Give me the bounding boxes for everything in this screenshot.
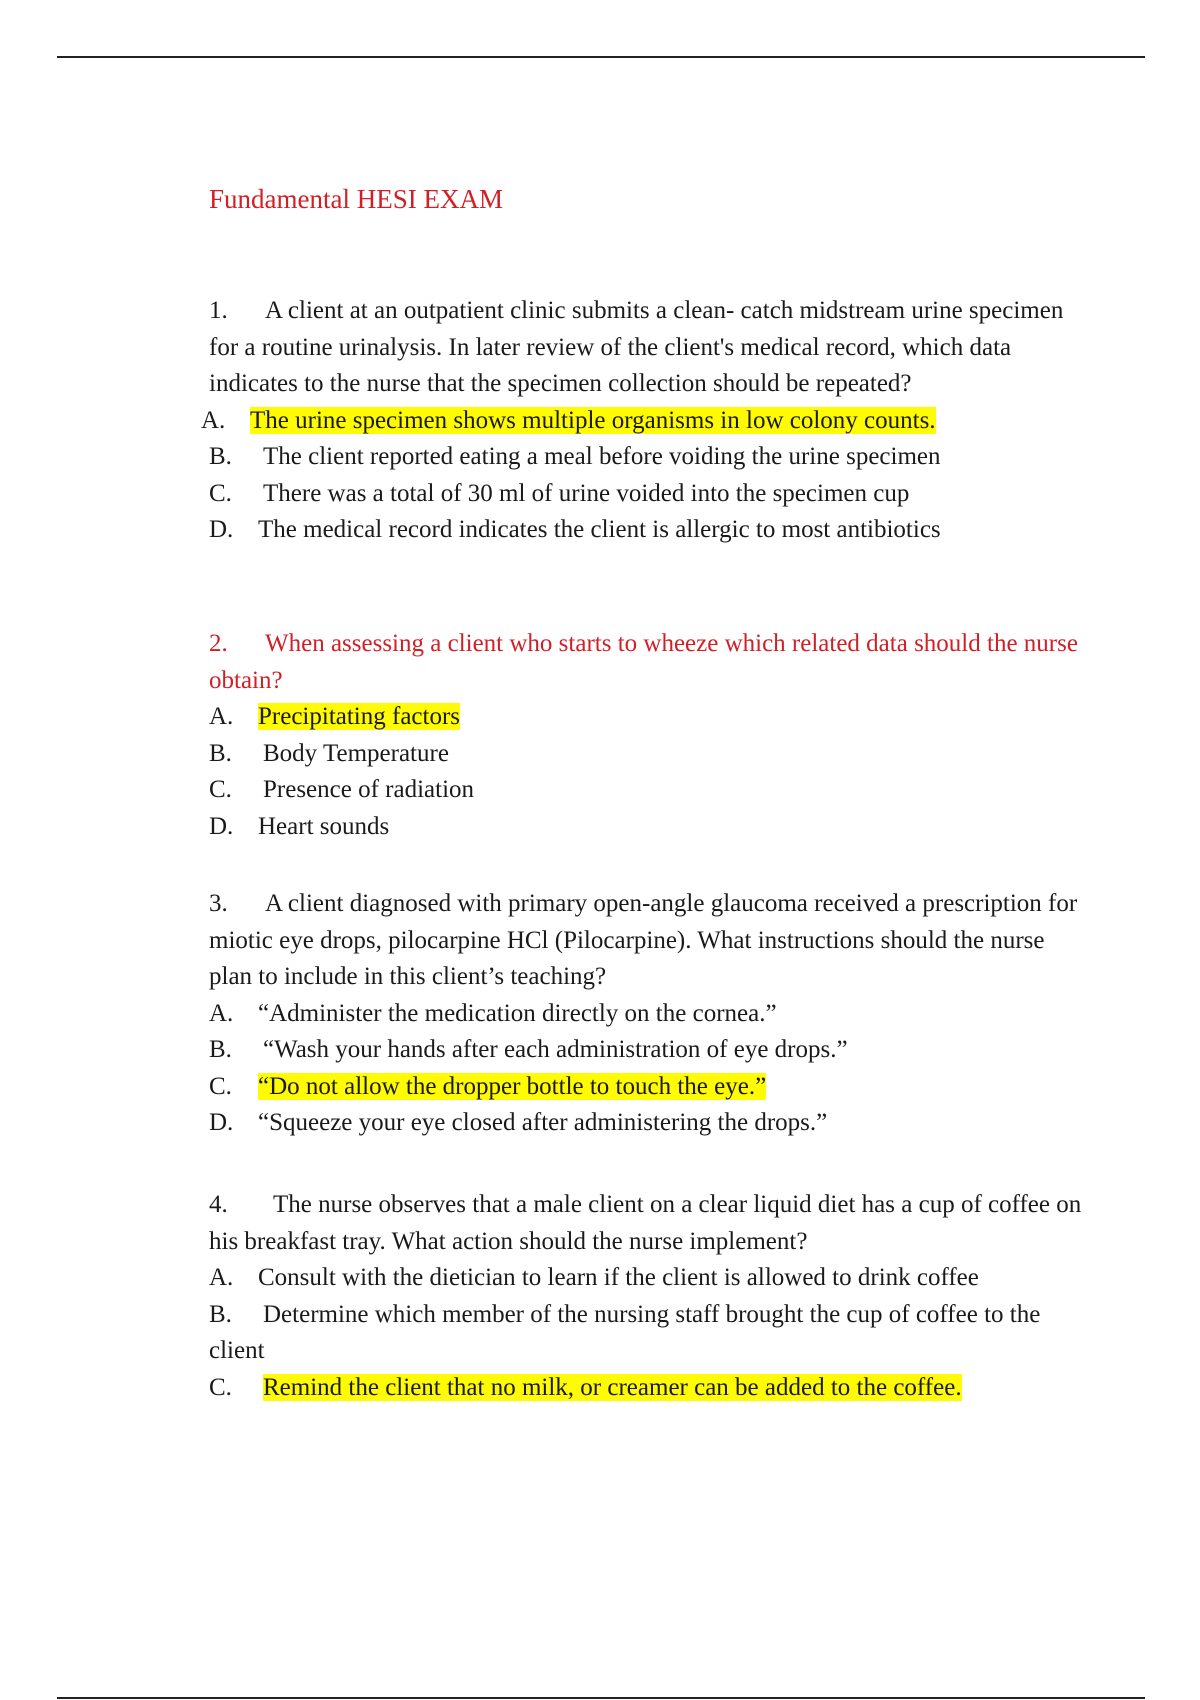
option-a[interactable]: [209, 1260, 1089, 1297]
question-2: [209, 626, 1089, 845]
option-text: The client reported eating a meal before voiding the urine specimen: [263, 443, 941, 470]
option-c[interactable]: [209, 476, 1089, 513]
option-text: Determine which member of the nursing staff brought the cup of coffee to the client: [209, 1300, 1041, 1364]
option-letter: C.: [209, 1373, 232, 1401]
option-text: Heart sounds: [258, 812, 390, 840]
option-text: “Wash your hands after each administration of eye drops.”: [263, 1036, 848, 1063]
option-text: The medical record indicates the client is allergic to most antibiotics: [258, 516, 941, 543]
question-number: 1.: [209, 297, 228, 324]
option-a[interactable]: [209, 996, 1089, 1033]
option-text: There was a total of 30 ml of urine voided into the specimen cup: [263, 479, 910, 507]
option-text: Precipitating factors: [258, 703, 461, 730]
option-b[interactable]: [209, 736, 1089, 773]
option-letter: C.: [209, 1072, 232, 1100]
option-letter: C.: [209, 776, 232, 803]
option-letter: B.: [209, 1036, 232, 1063]
option-text: Consult with the dietician to learn if the client is allowed to drink coffee: [258, 1264, 979, 1291]
option-letter: D.: [209, 1109, 234, 1136]
option-letter: C.: [209, 479, 232, 507]
question-number: 2.: [209, 630, 228, 657]
option-letter: D.: [209, 516, 234, 543]
option-a[interactable]: [201, 403, 1089, 440]
option-d[interactable]: [209, 1105, 1089, 1142]
option-b[interactable]: [209, 1032, 1089, 1069]
top-rule: [57, 56, 1145, 58]
question-text: 3. A client diagnosed with primary open-angle glaucoma received a prescription for miotic eye drops, pilocarpine HCl (Pilocarpine). What instructions should the nurse plan to include in this client’s teaching?: [209, 886, 1089, 996]
option-letter: B.: [209, 443, 232, 470]
option-text: “Do not allow the dropper bottle to touch the eye.”: [258, 1072, 767, 1100]
option-c[interactable]: [209, 1069, 1089, 1106]
question-number: 4.: [209, 1191, 228, 1218]
page-title: Fundamental HESI EXAM: [209, 184, 503, 214]
option-text: Presence of radiation: [263, 776, 475, 803]
question-number: 3.: [209, 890, 228, 917]
option-text: The urine specimen shows multiple organisms in low colony counts.: [250, 406, 936, 434]
option-text: “Squeeze your eye closed after administering the drops.”: [258, 1109, 828, 1136]
option-letter: B.: [209, 739, 232, 767]
option-c[interactable]: [209, 1370, 1089, 1407]
option-letter: B.: [209, 1300, 232, 1328]
question-3: [209, 886, 1089, 1142]
question-text: 1. A client at an outpatient clinic submits a clean- catch midstream urine specimen for a routine urinalysis. In later review of the client's medical record, which data indicates to the nurse that the specimen collection should be repeated?: [209, 293, 1089, 403]
question-4: [209, 1187, 1089, 1406]
option-letter: A.: [201, 406, 226, 434]
option-b[interactable]: [209, 439, 1089, 476]
option-letter: D.: [209, 812, 234, 840]
option-b[interactable]: [209, 1297, 1089, 1370]
option-d[interactable]: [209, 512, 1089, 549]
option-text: Remind the client that no milk, or creamer can be added to the coffee.: [263, 1373, 962, 1401]
option-text: “Administer the medication directly on the cornea.”: [258, 999, 777, 1027]
question-1: [201, 293, 1089, 549]
option-text: Body Temperature: [263, 739, 449, 767]
option-a[interactable]: [209, 699, 1089, 736]
question-text: 2. When assessing a client who starts to wheeze which related data should the nurse obtain?: [209, 626, 1089, 699]
option-c[interactable]: [209, 772, 1089, 809]
option-letter: A.: [209, 703, 234, 730]
bottom-rule: [57, 1697, 1145, 1699]
option-letter: A.: [209, 1264, 234, 1291]
option-letter: A.: [209, 999, 234, 1027]
question-text: 4. The nurse observes that a male client on a clear liquid diet has a cup of coffee on his breakfast tray. What action should the nurse implement?: [209, 1187, 1089, 1260]
option-d[interactable]: [209, 809, 1089, 846]
